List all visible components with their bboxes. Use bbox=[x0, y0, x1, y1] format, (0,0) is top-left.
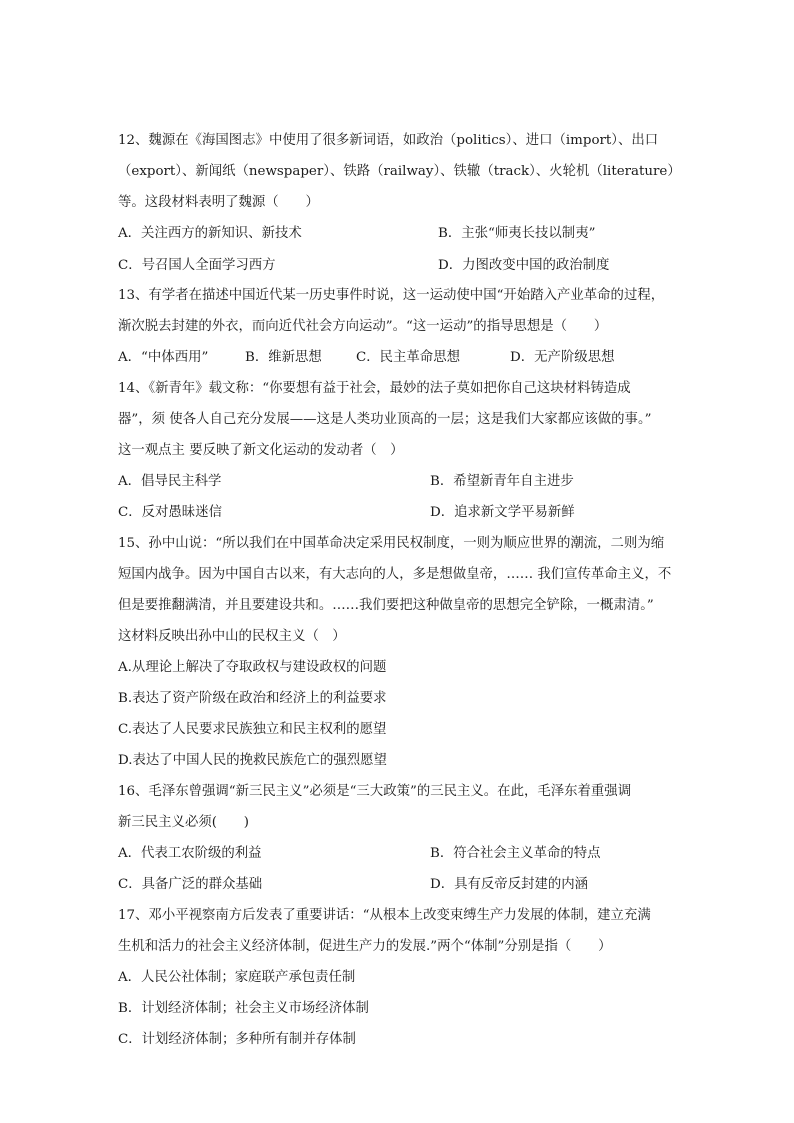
q15-option-b: B.表达了资产阶级在政治和经济上的利益要求 bbox=[118, 691, 387, 706]
q14-option-b: B．希望新青年自主进步 bbox=[430, 474, 574, 489]
q17-stem-line-1: 17、邓小平视察南方后发表了重要讲话：“从根本上改变束缚生产力发展的体制，建立充满 bbox=[118, 908, 651, 923]
q15-stem-line-4: 这材料反映出孙中山的民权主义（ ） bbox=[118, 629, 346, 644]
q12-stem-line-1: 12、魏源在《海国图志》中使用了很多新词语，如政治（politics）、进口（import）、出口 bbox=[118, 133, 659, 148]
q15-option-a: A.从理论上解决了夺取政权与建设政权的问题 bbox=[118, 660, 387, 675]
q17-stem-line-2: 生机和活力的社会主义经济体制，促进生产力的发展.”两个“体制”分别是指（ ） bbox=[118, 939, 612, 954]
q15-option-c: C.表达了人民要求民族独立和民主权利的愿望 bbox=[118, 722, 387, 737]
q17-option-c: C．计划经济体制；多种所有制并存体制 bbox=[118, 1032, 356, 1047]
q13-options-row bbox=[118, 348, 614, 368]
q14-option-d: D．追求新文学平易新鲜 bbox=[430, 505, 575, 520]
q12-option-b: B．主张“师夷长技以制夷” bbox=[438, 226, 596, 241]
q12-option-a: A．关注西方的新知识、新技术 bbox=[118, 226, 302, 241]
q16-stem-line-2: 新三民主义必须( ) bbox=[118, 815, 249, 830]
q13-option-d: D．无产阶级思想 bbox=[510, 350, 615, 365]
q14-option-c: C．反对愚昧迷信 bbox=[118, 505, 222, 520]
q12-stem-line-3: 等。这段材料表明了魏源（ ） bbox=[118, 195, 319, 210]
q16-option-a: A．代表工农阶级的利益 bbox=[118, 846, 262, 861]
q13-stem-line-1: 13、有学者在描述中国近代某一历史事件时说，这一运动使中国“开始踏入产业革命的过程， bbox=[118, 288, 665, 303]
q12-option-c: C．号召国人全面学习西方 bbox=[118, 258, 276, 273]
q16-option-b: B．符合社会主义革命的特点 bbox=[430, 846, 601, 861]
q15-stem-line-2: 短国内战争。因为中国自古以来，有大志向的人，多是想做皇帝，…… 我们宣传革命主义，不 bbox=[118, 567, 672, 582]
q16-stem-line-1: 16、毛泽东曾强调“新三民主义”必须是“三大政策”的三民主义。在此，毛泽东着重强调 bbox=[118, 784, 632, 799]
q17-option-b: B．计划经济体制；社会主义市场经济体制 bbox=[118, 1001, 369, 1016]
q14-stem-line-1: 14、《新青年》载文称：“你要想有益于社会，最妙的法子莫如把你自己这块材料铸造成 bbox=[118, 381, 631, 396]
q12-stem-line-2: （export）、新闻纸（newspaper）、铁路（railway）、铁辙（track）、火轮机（literature） bbox=[118, 164, 681, 179]
q13-option-a: A．“中体西用” bbox=[118, 350, 209, 365]
q16-option-d: D．具有反帝反封建的内涵 bbox=[430, 877, 589, 892]
q13-stem-line-2: 渐次脱去封建的外衣，而向近代社会方向运动”。“这一运动”的指导思想是（ ） bbox=[118, 319, 608, 334]
q13-option-c: C．民主革命思想 bbox=[356, 350, 460, 365]
q14-option-a: A．倡导民主科学 bbox=[118, 474, 222, 489]
q17-option-a: A．人民公社体制；家庭联产承包责任制 bbox=[118, 970, 356, 985]
q15-stem-line-3: 但是要推翻满清，并且要建设共和。……我们要把这种做皇帝的思想完全铲除，一概肃清。” bbox=[118, 598, 654, 613]
q15-option-d: D.表达了中国人民的挽救民族危亡的强烈愿望 bbox=[118, 753, 387, 768]
q14-stem-line-2: 器”，须 使各人自己充分发展——这是人类功业顶高的一层；这是我们大家都应该做的事。” bbox=[118, 412, 652, 427]
q15-stem-line-1: 15、孙中山说：“所以我们在中国革命决定采用民权制度，一则为顺应世界的潮流，二则为缩 bbox=[118, 536, 665, 551]
q16-option-c: C．具备广泛的群众基础 bbox=[118, 877, 263, 892]
q12-option-d: D．力图改变中国的政治制度 bbox=[438, 258, 610, 273]
q13-option-b: B．维新思想 bbox=[245, 350, 322, 365]
q14-stem-line-3: 这一观点主 要反映了新文化运动的发动者（ ） bbox=[118, 443, 404, 458]
